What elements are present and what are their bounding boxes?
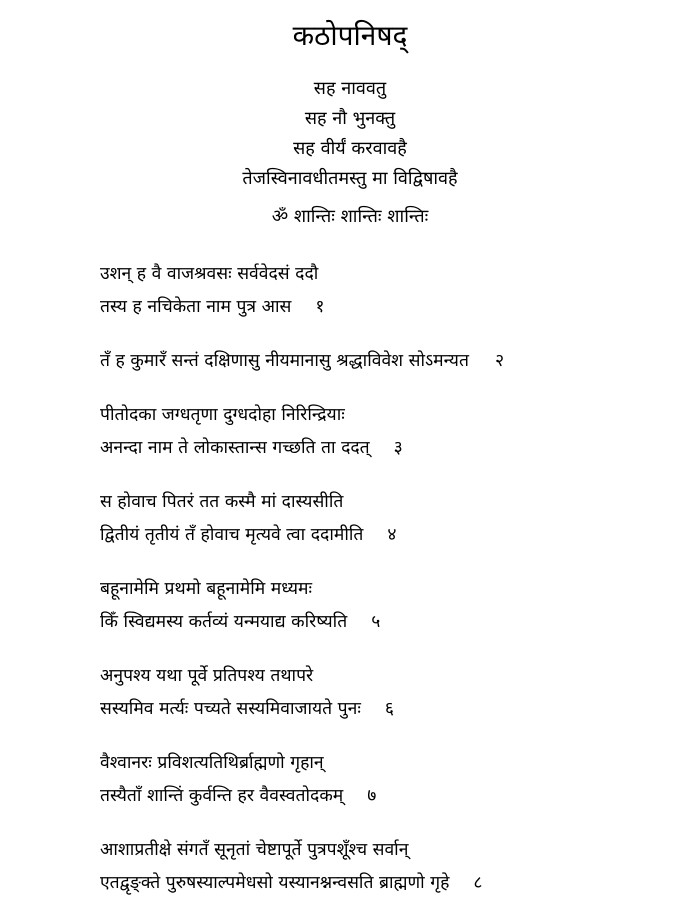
verse-line: स होवाच पितरं तत कस्मै मां दास्यसीति [100, 492, 344, 512]
verse-number: २ [494, 351, 505, 371]
verse-text: द्वितीयं तृतीयं तँ होवाच मृत्यवे त्वा ददामीति [100, 525, 364, 545]
verse-line [100, 780, 690, 813]
verse-text: तस्यैताँ शान्तिं कुर्वन्ति हर वैवस्वतोदकम् [100, 786, 344, 806]
verse-text: तस्य ह नचिकेता नाम पुत्र आस [100, 297, 292, 317]
verse-line: वैश्वानरः प्रविशत्यतिथिर्ब्राह्मणो गृहान् [100, 753, 324, 773]
verse [100, 660, 690, 747]
verse [100, 573, 690, 660]
verse-line [100, 867, 690, 900]
verse-text: अनन्दा नाम ते लोकास्तान्स गच्छति ता ददत् [100, 438, 370, 458]
verse-line [100, 693, 690, 726]
verse [100, 486, 690, 573]
verse-number: ४ [387, 525, 397, 545]
verse-line: अनुपश्य यथा पूर्वे प्रतिपश्य तथापरे [100, 666, 314, 686]
verse-line [100, 432, 690, 465]
verse-number: ७ [367, 786, 377, 806]
verse-text: एतद्वृङ्क्ते पुरुषस्याल्पमेधसो यस्यानश्नन्वसति ब्राह्मणो गृहे [100, 873, 450, 893]
verse-line: आशाप्रतीक्षे संगतँ सूनृतां चेष्टापूर्ते पुत्रपशूँश्च सर्वान् [100, 840, 409, 860]
verse-list [100, 258, 690, 921]
invocation-line: तेजस्विनावधीतमस्तु मा विद्विषावहै [242, 168, 458, 189]
invocation-line: सह नौ भुनक्तु [304, 108, 396, 129]
verse-line: उशन् ह वै वाजश्रवसः सर्ववेदसं ददौ [100, 264, 319, 284]
verse-line: बहूनामेमि प्रथमो बहूनामेमि मध्यमः [100, 579, 313, 599]
invocation-block [0, 74, 700, 194]
verse [100, 399, 690, 486]
verse-line [100, 291, 690, 324]
page-title: कठोपनिषद् [292, 19, 408, 52]
invocation-line: सह वीर्यं करवावहै [293, 138, 407, 159]
verse-text: तँ ह कुमारँ सन्तं दक्षिणासु नीयमानासु श्रद्धाविवेश सोऽमन्यत [100, 351, 469, 371]
verse-line [100, 606, 690, 639]
verse-number: १ [315, 297, 325, 317]
verse-line [100, 345, 690, 378]
verse-number: ५ [371, 612, 381, 632]
verse [100, 345, 690, 399]
verse [100, 747, 690, 834]
shanti-mantra: ॐ शान्तिः शान्तिः शान्तिः [271, 206, 429, 227]
verse [100, 258, 690, 345]
verse-text: सस्यमिव मर्त्यः पच्यते सस्यमिवाजायते पुनः [100, 699, 361, 719]
verse-line [100, 519, 690, 552]
invocation-line: सह नाववतु [313, 78, 387, 99]
verse-number: ६ [384, 699, 394, 719]
verse-number: ८ [473, 873, 483, 893]
verse-line: पीतोदका जग्धतृणा दुग्धदोहा निरिन्द्रियाः [100, 405, 345, 425]
verse-number: ३ [393, 438, 403, 458]
verse-text: किँ स्विद्यमस्य कर्तव्यं यन्मयाद्य करिष्यति [100, 612, 348, 632]
